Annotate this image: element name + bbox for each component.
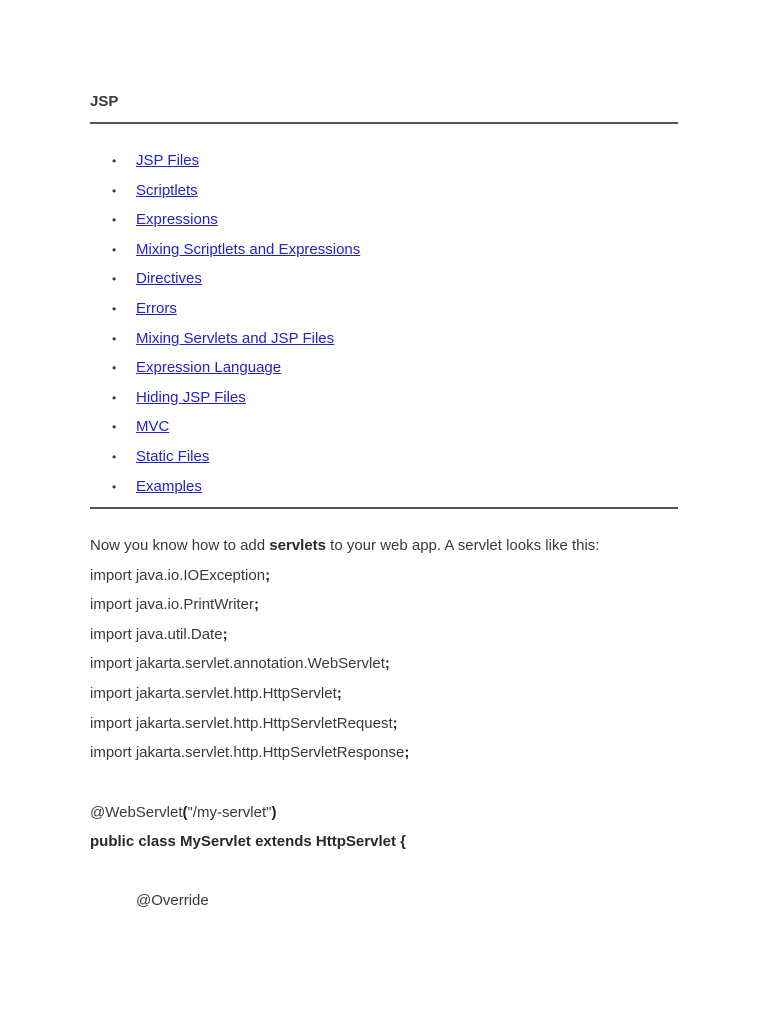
semicolon: ; — [253, 596, 259, 613]
toc-link-directives[interactable]: Directives — [136, 270, 202, 288]
toc-item — [90, 180, 360, 210]
bullet-icon: • — [112, 390, 117, 405]
toc-link-expressions[interactable]: Expressions — [136, 211, 218, 229]
bullet-icon: • — [112, 183, 117, 198]
toc-link-scriptlets[interactable]: Scriptlets — [136, 181, 198, 199]
bullet-icon: • — [112, 154, 117, 168]
toc-link-mixing-scriptlets[interactable]: Mixing Scriptlets and Expressions — [136, 240, 361, 258]
toc-item — [90, 239, 360, 269]
bullet-icon: • — [112, 272, 117, 287]
code-import-line — [90, 566, 270, 586]
bullet-icon: • — [112, 479, 117, 494]
paren-close: ) — [271, 804, 277, 821]
semicolon: ; — [384, 655, 390, 672]
toc-item — [90, 209, 360, 239]
code-import-line — [90, 743, 409, 763]
bullet-icon: • — [112, 213, 117, 228]
import-statement: import jakarta.servlet.http.HttpServlet — [90, 685, 337, 702]
import-statement: import java.util.Date — [90, 626, 223, 643]
semicolon: ; — [404, 744, 410, 761]
toc-link-hiding-jsp-files[interactable]: Hiding JSP Files — [136, 388, 246, 406]
intro-text-after: to your web app. A servlet looks like this: — [326, 537, 600, 554]
toc-item — [90, 357, 360, 387]
toc-item — [90, 476, 360, 506]
bullet-icon: • — [112, 331, 117, 346]
intro-text-before: Now you know how to add — [90, 537, 270, 554]
bullet-icon: • — [112, 301, 117, 316]
toc-item — [90, 387, 360, 417]
table-of-contents — [90, 150, 360, 505]
code-annotation-line — [90, 803, 276, 823]
bullet-icon: • — [112, 420, 117, 435]
bullet-icon: • — [112, 361, 117, 376]
semicolon: ; — [222, 626, 228, 643]
code-import-line — [90, 714, 398, 734]
top-divider — [90, 122, 678, 124]
semicolon: ; — [336, 685, 342, 702]
toc-item — [90, 298, 360, 328]
import-statement: import jakarta.servlet.http.HttpServletRequest — [90, 715, 393, 732]
code-class-declaration: public class MyServlet extends HttpServlet { — [90, 833, 406, 850]
section-title: JSP — [90, 93, 119, 110]
toc-link-errors[interactable]: Errors — [136, 299, 177, 317]
intro-paragraph — [90, 536, 599, 556]
toc-link-jsp-files[interactable]: JSP Files — [136, 152, 200, 169]
import-statement: import jakarta.servlet.annotation.WebServlet — [90, 655, 385, 672]
code-import-line — [90, 684, 342, 704]
code-import-line — [90, 654, 390, 674]
code-import-line — [90, 595, 259, 615]
annotation-name: @WebServlet — [90, 804, 183, 821]
toc-item — [90, 150, 360, 180]
toc-item — [90, 268, 360, 298]
import-statement: import jakarta.servlet.http.HttpServletResponse — [90, 744, 405, 761]
annotation-value: "/my-servlet" — [187, 804, 272, 821]
toc-item — [90, 446, 360, 476]
code-import-line — [90, 625, 228, 645]
toc-link-static-files[interactable]: Static Files — [136, 447, 210, 465]
code-override-annotation: @Override — [136, 892, 209, 909]
toc-link-mixing-servlets[interactable]: Mixing Servlets and JSP Files — [136, 329, 335, 347]
semicolon: ; — [392, 715, 398, 732]
bullet-icon: • — [112, 242, 117, 257]
toc-link-examples[interactable]: Examples — [136, 477, 202, 495]
bullet-icon: • — [112, 449, 117, 464]
bottom-divider — [90, 507, 678, 509]
paren-open: ( — [182, 804, 188, 821]
intro-emphasis: servlets — [269, 537, 326, 554]
toc-link-expression-language[interactable]: Expression Language — [136, 359, 282, 377]
toc-item — [90, 416, 360, 446]
toc-item — [90, 328, 360, 358]
semicolon: ; — [265, 567, 271, 584]
toc-link-mvc[interactable]: MVC — [136, 418, 170, 436]
import-statement: import java.io.IOException — [90, 567, 266, 584]
import-statement: import java.io.PrintWriter — [90, 596, 254, 613]
